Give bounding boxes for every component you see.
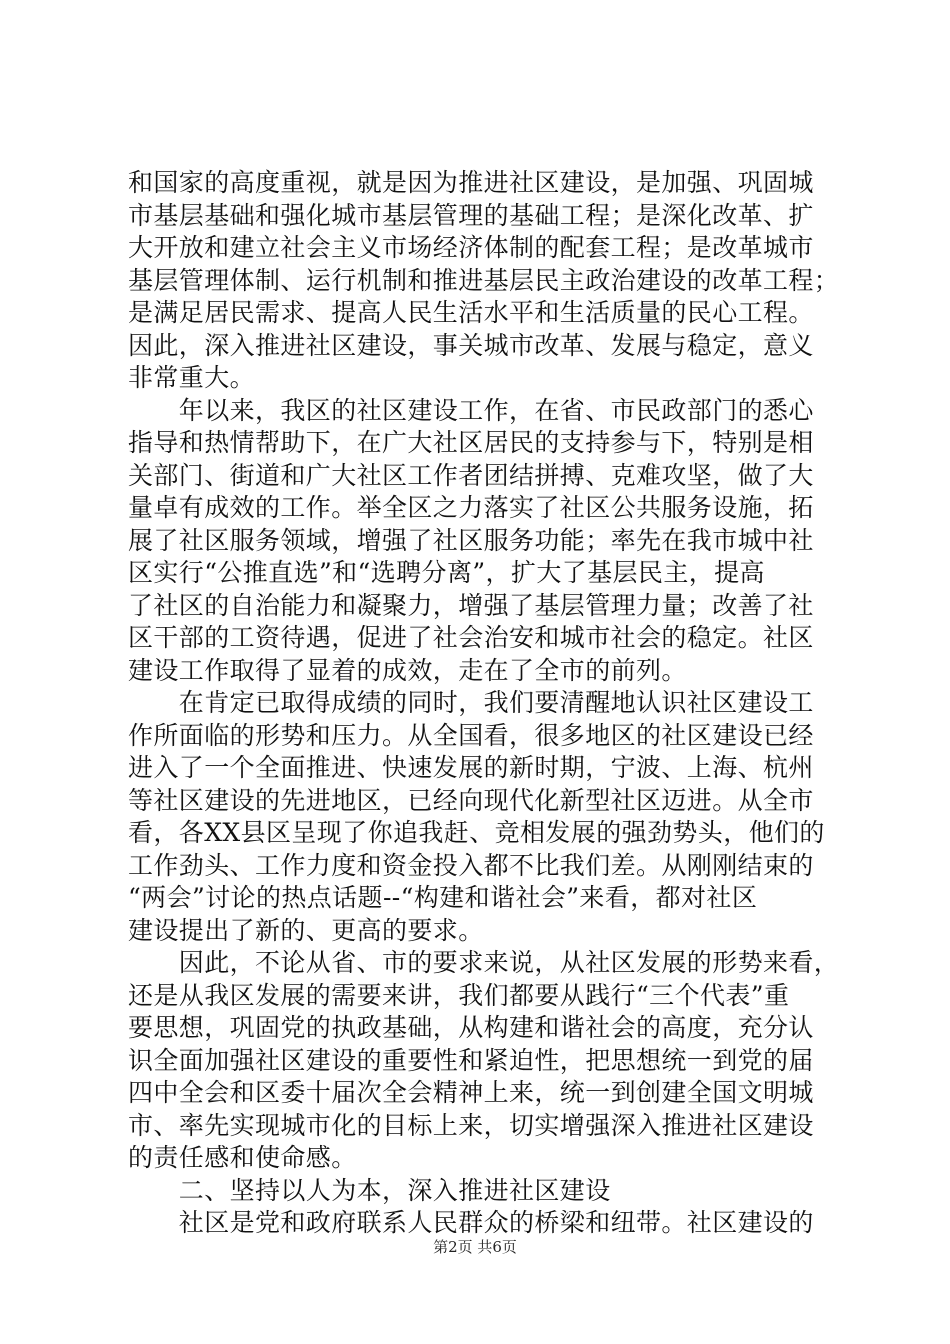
text-line: 和国家的高度重视，就是因为推进社区建设，是加强、巩固城 [128, 168, 814, 197]
page-number-footer: 第2页 共6页 [433, 1238, 517, 1256]
text-line: 市基层基础和强化城市基层管理的基础工程；是深化改革、扩 [128, 200, 814, 230]
text-line: 四中全会和区委十届次全会精神上来，统一到创建全国文明城 [128, 1078, 814, 1107]
text-line: 量卓有成效的工作。举全区之力落实了社区公共服务设施，拓 [128, 493, 814, 522]
text-line: 工作劲头、工作力度和资金投入都不比我们差。从刚刚结束的 [128, 850, 814, 880]
text-line: 非常重大。 [128, 363, 256, 392]
text-line: 建设提出了新的、更高的要求。 [128, 915, 484, 945]
text-line: 建设工作取得了显着的成效，走在了全市的前列。 [128, 655, 687, 685]
section-heading: 二、坚持以人为本，深入推进社区建设 [128, 1175, 611, 1205]
text-line: 还是从我区发展的需要来讲，我们都要从践行“三个代表”重 [128, 980, 790, 1010]
text-line: 指导和热情帮助下，在广大社区居民的支持参与下，特别是相 [128, 428, 814, 457]
text-line: 进入了一个全面推进、快速发展的新时期，宁波、上海、杭州 [128, 753, 814, 782]
text-line: 等社区建设的先进地区，已经向现代化新型社区迈进。从全市 [128, 785, 814, 815]
text-line: 在肯定已取得成绩的同时，我们要清醒地认识社区建设工 [128, 688, 814, 717]
text-line: 关部门、街道和广大社区工作者团结拼搏、克难攻坚，做了大 [128, 460, 814, 490]
text-line: 作所面临的形势和压力。从全国看，很多地区的社区建设已经 [128, 720, 814, 750]
text-line: 年以来，我区的社区建设工作，在省、市民政部门的悉心 [128, 395, 814, 425]
text-line: 展了社区服务领域，增强了社区服务功能；率先在我市城中社 [128, 525, 814, 555]
text-line: 因此，深入推进社区建设，事关城市改革、发展与稳定，意义 [128, 330, 814, 360]
text-line: 区干部的工资待遇，促进了社会治安和城市社会的稳定。社区 [128, 623, 814, 652]
text-line: 的责任感和使命感。 [128, 1143, 357, 1172]
text-line: 了社区的自治能力和凝聚力，增强了基层管理力量；改善了社 [128, 590, 814, 620]
text-line: 因此，不论从省、市的要求来说，从社区发展的形势来看， [128, 948, 840, 977]
text-line: 是满足居民需求、提高人民生活水平和生活质量的民心工程。 [128, 298, 814, 327]
text-line: 基层管理体制、运行机制和推进基层民主政治建设的改革工程； [128, 265, 840, 295]
text-line: 社区是党和政府联系人民群众的桥梁和纽带。社区建设的 [128, 1208, 814, 1237]
text-line: 大开放和建立社会主义市场经济体制的配套工程；是改革城市 [128, 233, 814, 262]
text-line: 看，各XX县区呈现了你追我赶、竞相发展的强劲势头，他们的 [128, 818, 825, 847]
text-line: 区实行“公推直选”和“选聘分离”，扩大了基层民主，提高 [128, 558, 765, 587]
text-line: 要思想，巩固党的执政基础，从构建和谐社会的高度，充分认 [128, 1013, 814, 1042]
text-line: 市、率先实现城市化的目标上来，切实增强深入推进社区建设 [128, 1110, 814, 1140]
body-text [128, 167, 840, 1240]
text-line: “两会”讨论的热点话题--“构建和谐社会”来看，都对社区 [128, 883, 758, 912]
text-line: 识全面加强社区建设的重要性和紧迫性，把思想统一到党的届 [128, 1045, 814, 1075]
